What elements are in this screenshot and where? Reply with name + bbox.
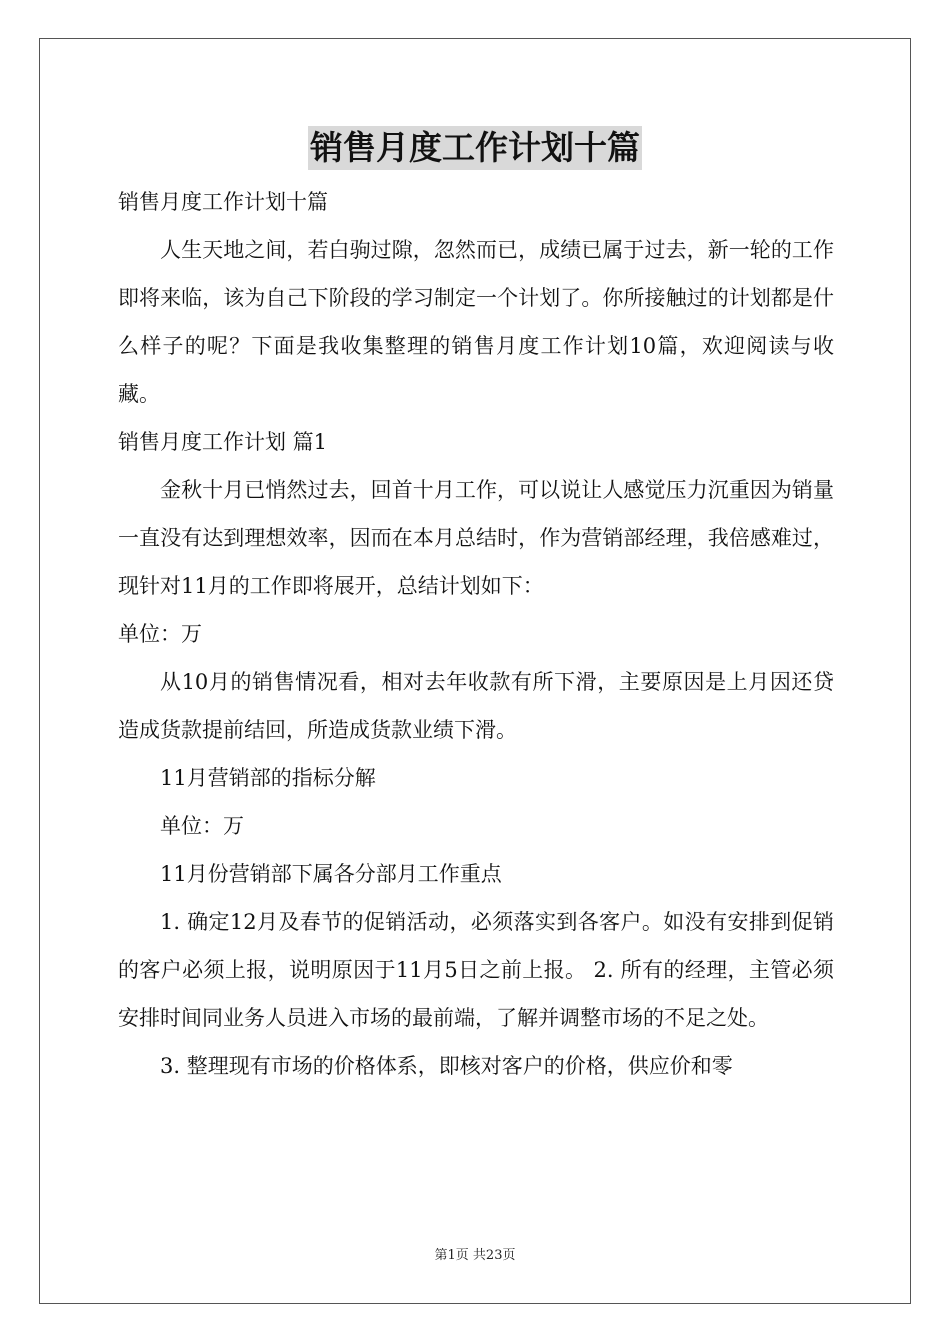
paragraph-intro: 人生天地之间，若白驹过隙，忽然而已，成绩已属于过去，新一轮的工作即将来临，该为自己下阶段的学习制定一个计划了。你所接触过的计划都是什么样子的呢？下面是我收集整理的销售月度工作计划10篇，欢迎阅读与收藏。 — [118, 238, 834, 406]
paragraph: 金秋十月已悄然过去，回首十月工作，可以说让人感觉压力沉重因为销量一直没有达到理想效率，因而在本月总结时，作为营销部经理，我倍感难过，现针对11月的工作即将展开，总结计划如下： — [118, 478, 834, 598]
page-footer: 第1页 共23页 — [434, 1248, 516, 1263]
paragraph-subtitle: 销售月度工作计划十篇 — [118, 190, 328, 214]
title-container — [0, 126, 950, 170]
paragraph-unit: 单位：万 — [160, 814, 244, 838]
document-body — [118, 178, 834, 1090]
document-title: 销售月度工作计划十篇 — [308, 126, 642, 170]
paragraph: 从10月的销售情况看，相对去年收款有所下滑，主要原因是上月因还贷造成货款提前结回，所造成货款业绩下滑。 — [118, 670, 834, 742]
paragraph-list-item: 3. 整理现有市场的价格体系，即核对客户的价格，供应价和零 — [160, 1054, 733, 1078]
section-heading-1: 销售月度工作计划 篇1 — [118, 430, 328, 454]
paragraph-unit: 单位：万 — [118, 622, 202, 646]
paragraph-list-item: 1. 确定12月及春节的促销活动，必须落实到各客户。如没有安排到促销的客户必须上报，说明原因于11月5日之前上报。 2. 所有的经理，主管必须安排时间同业务人员进入市场的最前端，了解并调整市场的不足之处。 — [118, 910, 834, 1030]
paragraph: 11月营销部的指标分解 — [160, 766, 376, 790]
paragraph: 11月份营销部下属各分部月工作重点 — [160, 862, 502, 886]
